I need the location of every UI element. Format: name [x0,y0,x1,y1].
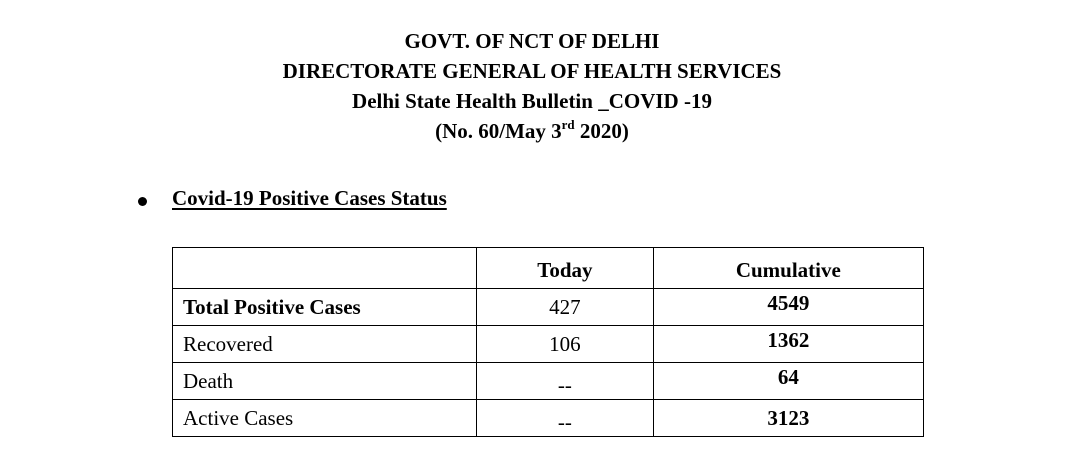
bulletin-header [0,26,1064,146]
row-cumulative-value: 1362 [653,326,923,363]
column-header-cumulative: Cumulative [653,248,923,289]
bulletin-number-suffix: 2020) [574,119,629,143]
row-today-value: -- [477,363,654,400]
table-row-death [173,363,924,400]
row-label: Active Cases [173,400,477,437]
header-govt-line: GOVT. OF NCT OF DELHI [404,29,660,53]
bullet-icon [138,197,147,206]
header-bulletin-title: Delhi State Health Bulletin _COVID -19 [352,89,712,113]
column-header-label [173,248,477,289]
bulletin-number-prefix: (No. 60/May 3 [435,119,562,143]
column-header-today: Today [477,248,654,289]
table-row-recovered [173,326,924,363]
header-bulletin-number [0,116,1064,146]
header-directorate-line: DIRECTORATE GENERAL OF HEALTH SERVICES [282,59,782,83]
row-today-value: 106 [477,326,654,363]
row-cumulative-value: 4549 [653,289,923,326]
bulletin-number-ordinal: rd [561,117,575,132]
row-today-value: 427 [477,289,654,326]
row-label: Total Positive Cases [173,289,477,326]
row-label: Death [173,363,477,400]
row-label: Recovered [173,326,477,363]
cases-status-table [172,247,924,437]
section-title: Covid-19 Positive Cases Status [172,186,447,210]
row-cumulative-value: 64 [653,363,923,400]
table-header-row [173,248,924,289]
table-row-total-positive [173,289,924,326]
row-cumulative-value: 3123 [653,400,923,437]
table-row-active-cases [173,400,924,437]
row-today-value: -- [477,400,654,437]
